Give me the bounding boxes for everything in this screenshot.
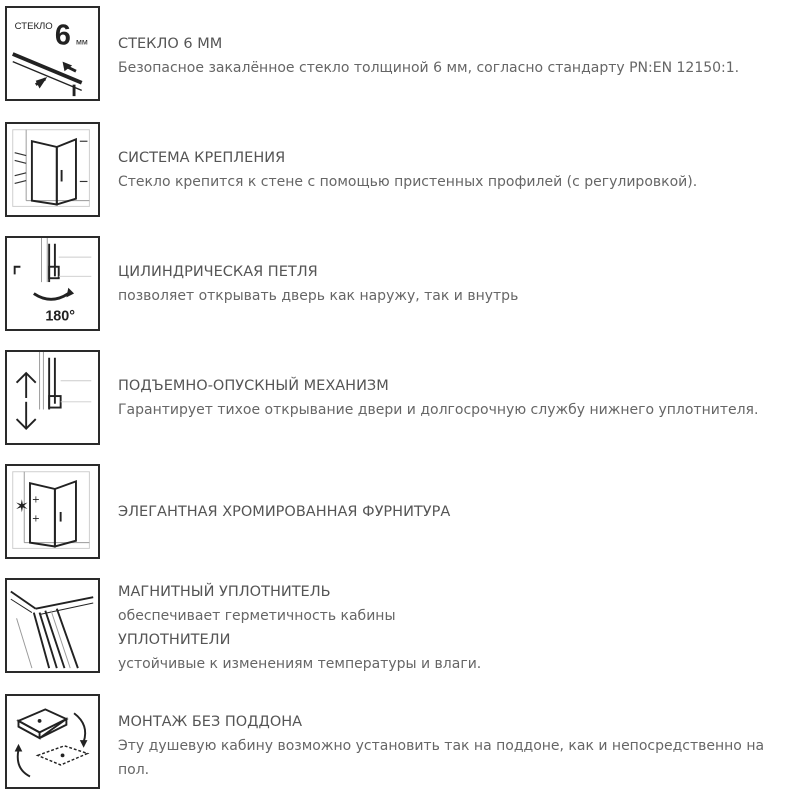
glass-thickness-icon [5,6,100,101]
feature-description: Гарантирует тихое открывание двери и долгосрочную службу нижнего уплотнителя. [118,402,759,418]
icon-hinge-degrees: 180° [45,308,76,325]
icon-glass-unit: мм [75,36,88,47]
feature-description-line-1: Эту душевую кабину возможно установить так на поддоне, как и непосредственно на [118,738,765,754]
feature-subdescription: устойчивые к изменениям температуры и влаги. [118,656,482,672]
feature-title: СИСТЕМА КРЕПЛЕНИЯ [118,150,286,166]
feature-title: МОНТАЖ БЕЗ ПОДДОНА [118,714,303,730]
feature-description-line-2: пол. [118,762,150,778]
svg-text:+: + [31,513,40,525]
feature-title: СТЕКЛО 6 ММ [118,36,223,52]
chrome-fittings-icon [5,464,100,559]
feature-subtitle: УПЛОТНИТЕЛИ [118,632,231,648]
icon-glass-number: 6 [54,19,71,52]
svg-text:✶: ✶ [14,496,30,517]
feature-title: МАГНИТНЫЙ УПЛОТНИТЕЛЬ [118,584,331,600]
no-tray-install-icon [5,694,100,789]
icon-glass-label: СТЕКЛО [14,21,53,33]
svg-text:+: + [31,494,40,506]
hinge-180-icon [5,236,100,331]
feature-title: ПОДЪЕМНО-ОПУСКНЫЙ МЕХАНИЗМ [118,378,389,394]
feature-description: Безопасное закалённое стекло толщиной 6 мм, согласно стандарту PN:EN 12150:1. [118,60,740,76]
feature-description: позволяет открывать дверь как наружу, так и внутрь [118,288,519,304]
wall-mounting-icon [5,122,100,217]
feature-description: обеспечивает герметичность кабины [118,608,396,624]
magnetic-seal-icon [5,578,100,673]
lift-mechanism-icon [5,350,100,445]
feature-title: ЭЛЕГАНТНАЯ ХРОМИРОВАННАЯ ФУРНИТУРА [118,504,451,520]
feature-title: ЦИЛИНДРИЧЕСКАЯ ПЕТЛЯ [118,264,318,280]
feature-description: Стекло крепится к стене с помощью пристенных профилей (с регулировкой). [118,174,698,190]
